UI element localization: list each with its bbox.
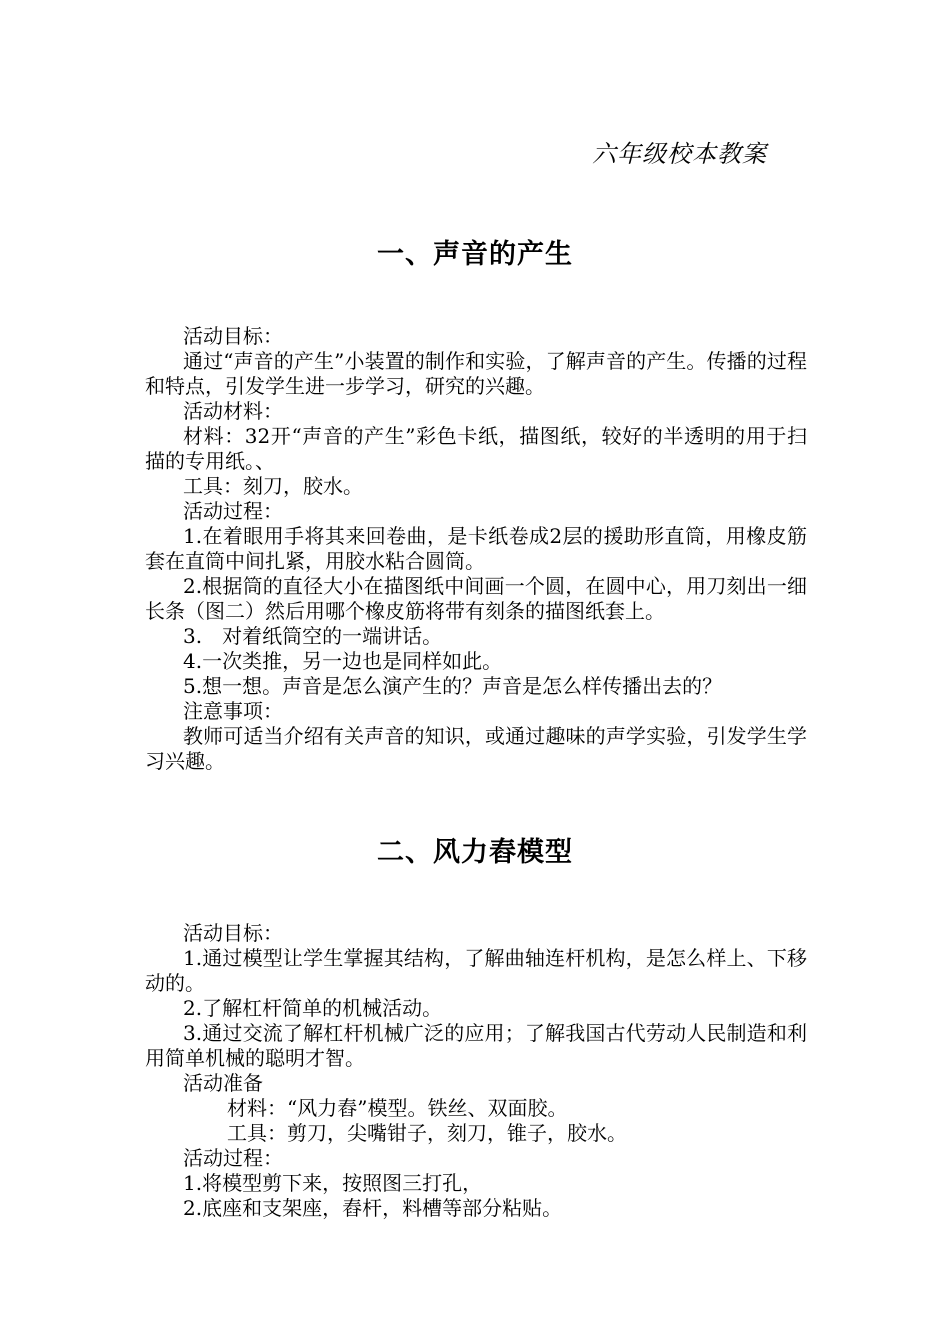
paragraph: 材料：32开“声音的产生”彩色卡纸，描图纸，较好的半透明的用于扫描的专用纸。、 <box>145 424 807 473</box>
section-1-title: 一、声音的产生 <box>377 239 573 270</box>
paragraph: 活动过程： <box>183 1146 283 1170</box>
paragraph: 通过“声音的产生”小装置的制作和实验，了解声音的产生。传播的过程和特点，引发学生进一步学习，研究的兴趣。 <box>145 349 807 398</box>
paragraph: 注意事项： <box>183 699 283 723</box>
page-header: 六年级校本教案 <box>592 140 767 168</box>
paragraph: 3.通过交流了解杠杆机械广泛的应用；了解我国古代劳动人民制造和利用简单机械的聪明才智。 <box>145 1021 807 1070</box>
section-2-title: 二、风力舂模型 <box>377 837 573 868</box>
paragraph: 1.通过模型让学生掌握其结构，了解曲轴连杆机构，是怎么样上、下移动的。 <box>145 946 807 995</box>
paragraph: 2.根据筒的直径大小在描图纸中间画一个圆，在圆中心，用刀刻出一细长条（图二）然后用哪个橡皮筋将带有刻条的描图纸套上。 <box>145 574 807 623</box>
paragraph: 活动准备 <box>183 1071 263 1095</box>
paragraph: 活动目标： <box>183 921 283 945</box>
paragraph: 2.底座和支架座，舂杆，料槽等部分粘贴。 <box>183 1196 563 1220</box>
indented-paragraph: 材料：“风力舂”模型。铁丝、双面胶。 <box>227 1096 568 1120</box>
paragraph: 教师可适当介绍有关声音的知识，或通过趣味的声学实验，引发学生学习兴趣。 <box>145 724 807 773</box>
paragraph: 2.了解杠杆简单的机械活动。 <box>183 996 443 1020</box>
section-1-body <box>145 324 807 774</box>
paragraph: 1.将模型剪下来，按照图三打孔， <box>183 1171 483 1195</box>
paragraph: 活动目标： <box>183 324 283 348</box>
paragraph: 3. 对着纸筒空的一端讲话。 <box>183 624 443 648</box>
section-2-body <box>145 921 807 1221</box>
paragraph: 活动材料： <box>183 399 283 423</box>
paragraph: 工具：刻刀，胶水。 <box>183 474 363 498</box>
paragraph: 4.一次类推，另一边也是同样如此。 <box>183 649 503 673</box>
paragraph: 5.想一想。声音是怎么演产生的？声音是怎么样传播出去的？ <box>183 674 723 698</box>
paragraph: 活动过程： <box>183 499 283 523</box>
indented-paragraph: 工具：剪刀，尖嘴钳子，刻刀，锥子，胶水。 <box>227 1121 627 1145</box>
paragraph: 1.在着眼用手将其来回卷曲，是卡纸卷成2层的援助形直筒，用橡皮筋套在直筒中间扎紧，用胶水粘合圆筒。 <box>145 524 807 573</box>
